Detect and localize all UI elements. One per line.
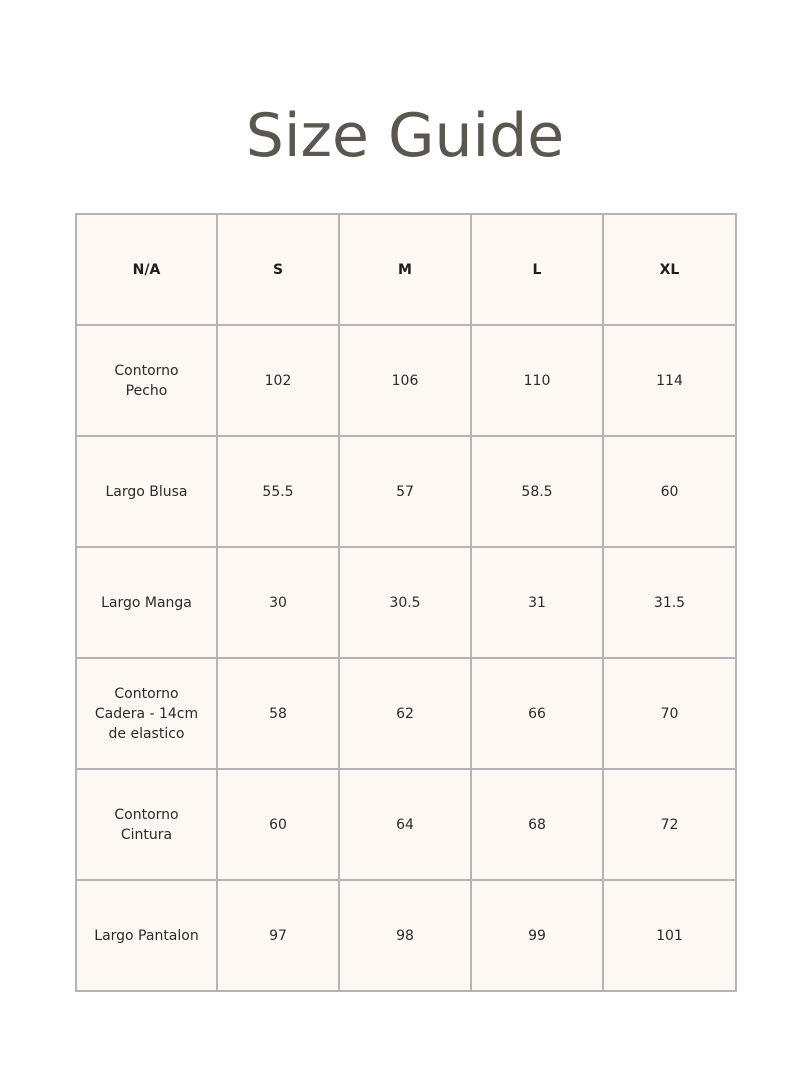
row-label [76,658,217,769]
table-cell: 55.5 [217,436,339,547]
row-label-text: Largo Pantalon [94,927,199,944]
table-cell: 30.5 [339,547,471,658]
row-label [76,436,217,547]
table-row [76,547,736,658]
row-label-text: Contorno Cadera - 14cm de elastico [94,685,199,742]
table-cell: 31.5 [603,547,736,658]
table-cell: 57 [339,436,471,547]
table-row [76,658,736,769]
table-cell: 101 [603,880,736,991]
row-label-text: Contorno Cintura [114,806,179,843]
table-cell: 97 [217,880,339,991]
table-cell: 70 [603,658,736,769]
table-cell: 98 [339,880,471,991]
table-cell: 58 [217,658,339,769]
header-cell-l: L [471,214,603,325]
table-cell: 62 [339,658,471,769]
row-label-text: Largo Manga [101,594,192,611]
row-label-text: Contorno Pecho [114,362,179,399]
table-cell: 60 [217,769,339,880]
table-cell: 110 [471,325,603,436]
table-row [76,880,736,991]
table-row [76,769,736,880]
table-cell: 106 [339,325,471,436]
header-cell-m: M [339,214,471,325]
table-cell: 31 [471,547,603,658]
table-cell: 64 [339,769,471,880]
row-label [76,547,217,658]
header-cell-label: N/A [76,214,217,325]
table-cell: 68 [471,769,603,880]
page-title: Size Guide [245,101,565,171]
table-cell: 60 [603,436,736,547]
table-cell: 58.5 [471,436,603,547]
table-cell: 72 [603,769,736,880]
header-cell-s: S [217,214,339,325]
row-label-text: Largo Blusa [105,483,188,500]
table-cell: 102 [217,325,339,436]
table-row [76,325,736,436]
table-header-row [76,214,736,325]
table-cell: 66 [471,658,603,769]
row-label [76,880,217,991]
table-cell: 30 [217,547,339,658]
table-row [76,436,736,547]
row-label [76,325,217,436]
row-label [76,769,217,880]
table-cell: 99 [471,880,603,991]
size-guide-table [75,213,737,992]
table-cell: 114 [603,325,736,436]
header-cell-xl: XL [603,214,736,325]
